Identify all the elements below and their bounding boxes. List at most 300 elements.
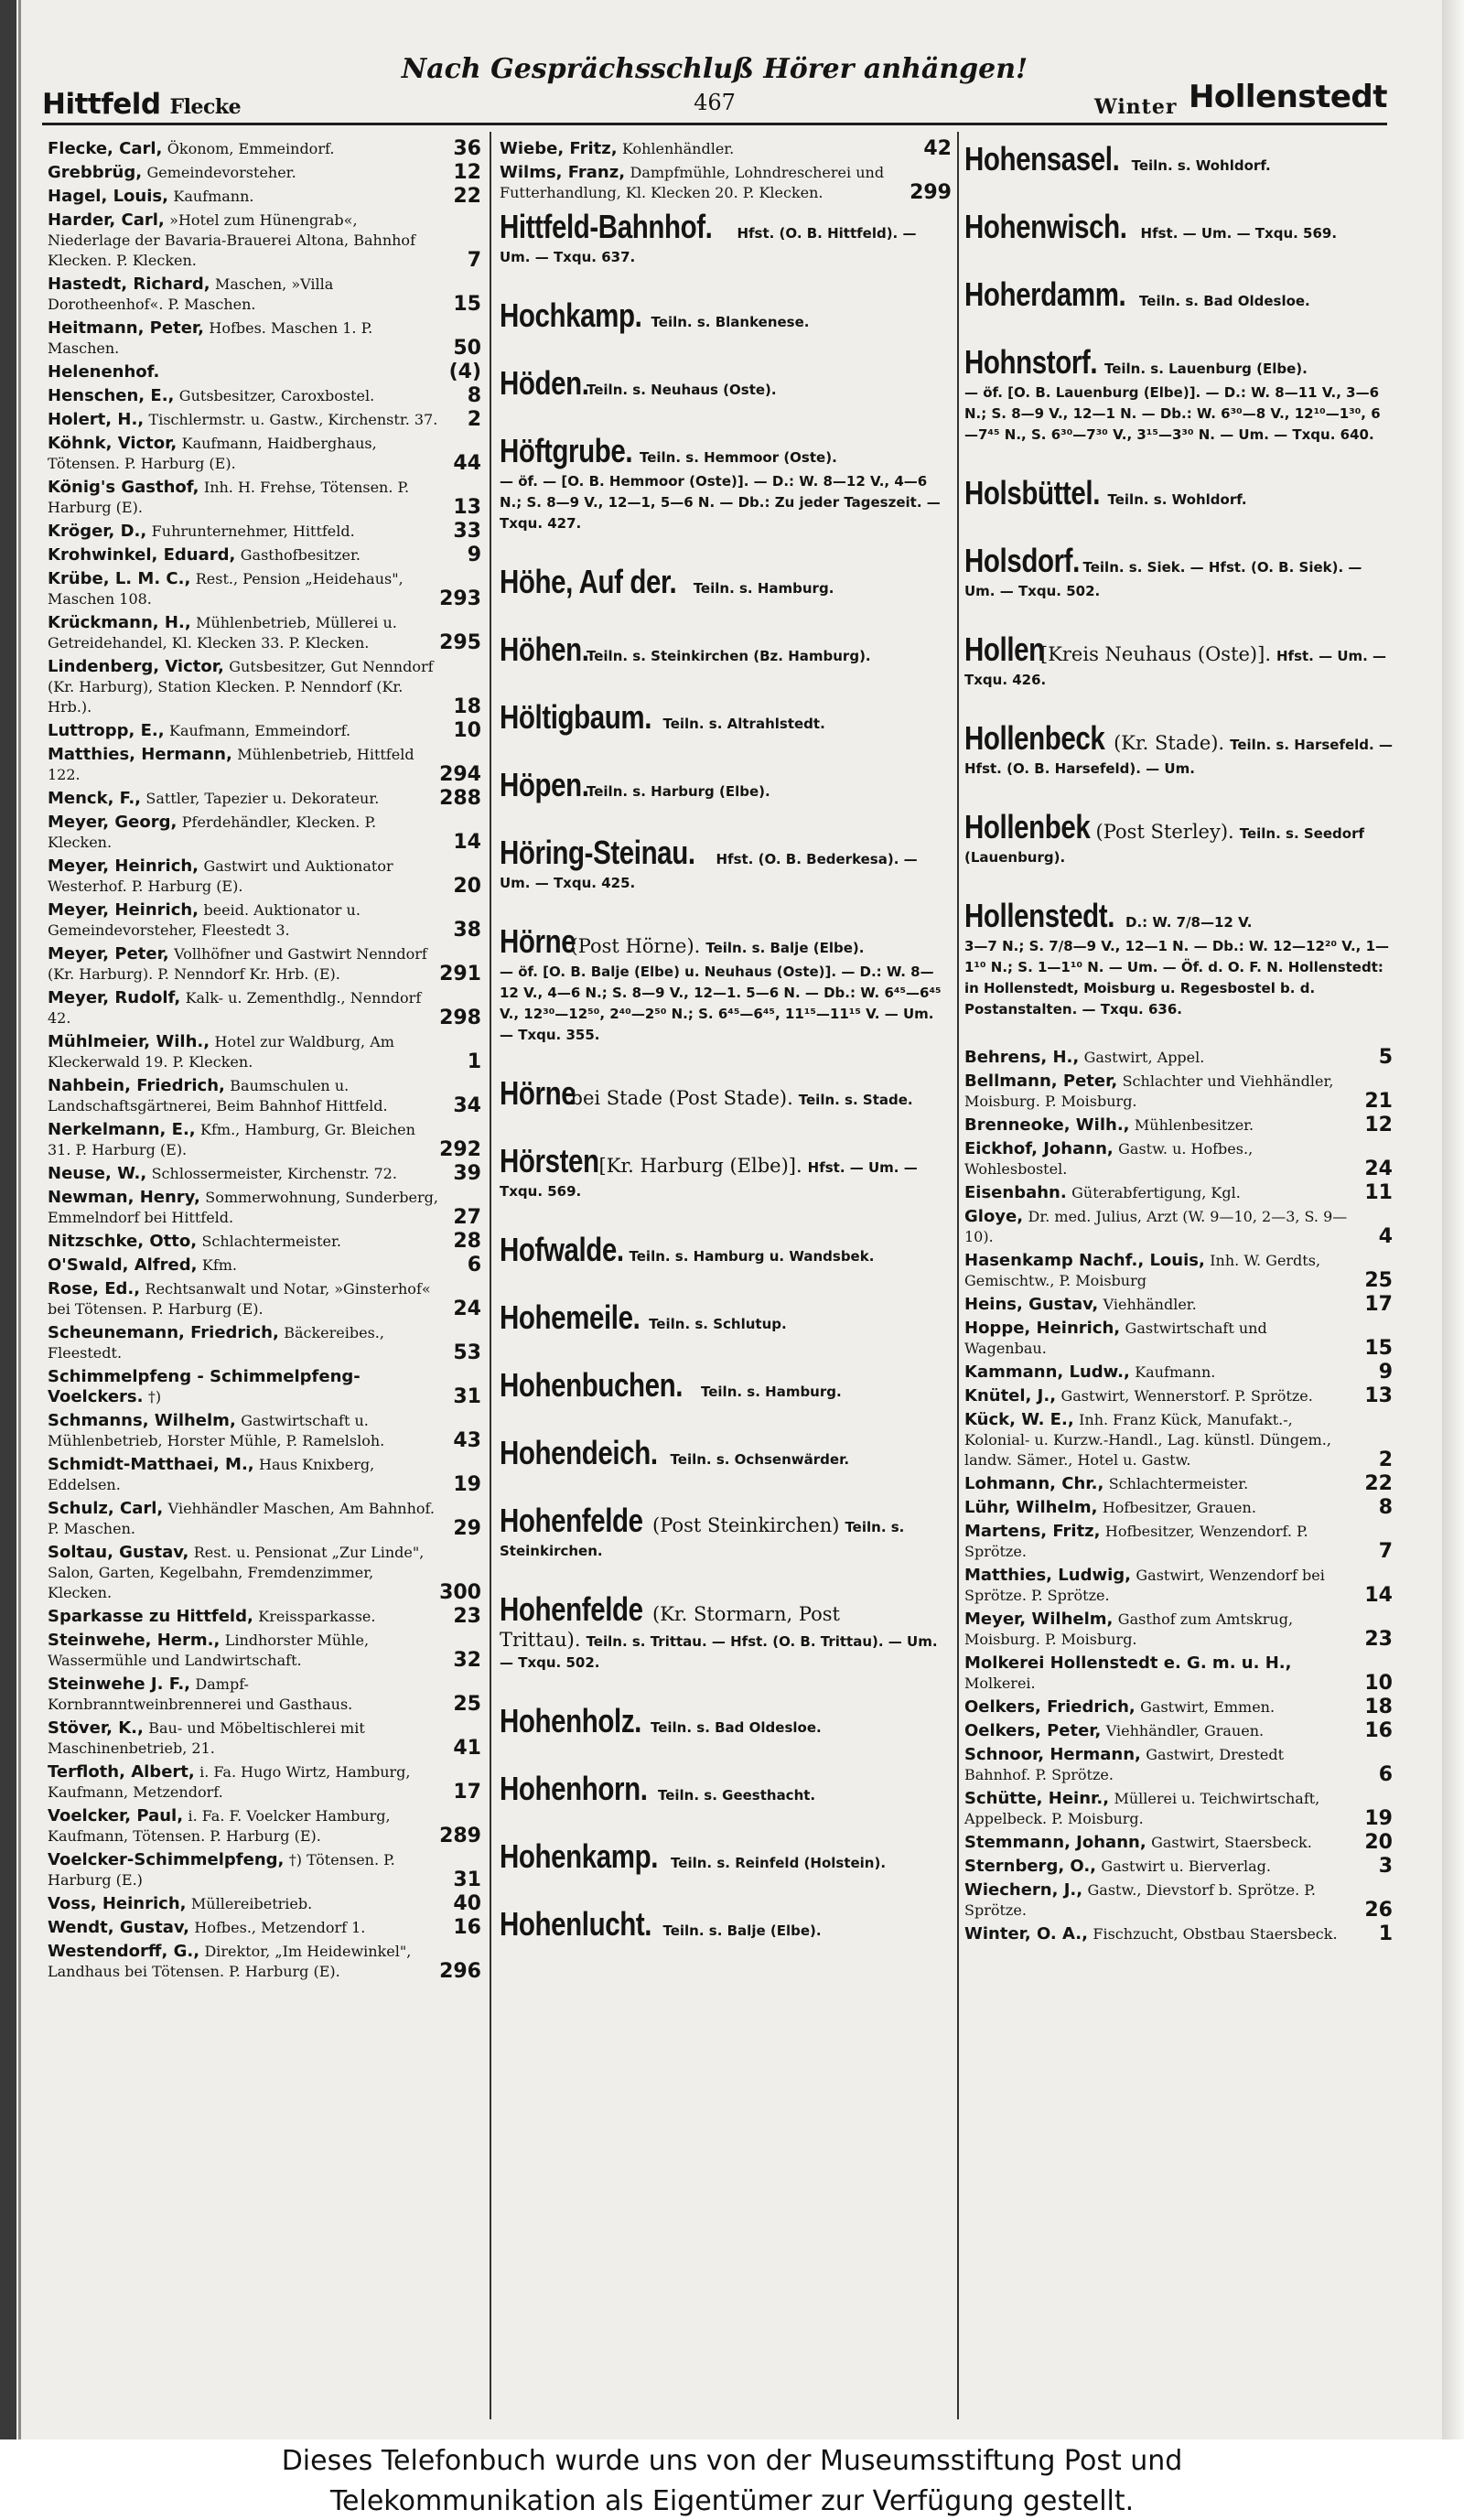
phone-number: 42 [923,137,952,160]
place-heading-block [964,807,1393,868]
subscriber-name: Helenenhof. [48,362,160,382]
subscriber-name: Schmanns, Wilhelm, [48,1411,236,1430]
subscriber-name: Sternberg, O., [964,1857,1097,1876]
subscriber-entry [48,1631,481,1671]
subscriber-detail: Kohlenhändler. [621,140,735,157]
place-name: Hohensasel. [964,140,1120,178]
place-heading-block [500,1073,952,1114]
place-info: Teiln. s. Blankenese. [651,314,810,330]
subscriber-detail: Kreissparkasse. [258,1608,376,1625]
phone-number: 10 [1364,1672,1393,1695]
subscriber-detail: Inh. Franz Kück, Manufakt.-, Kolonial- u. Kurzw.-Handl., Lag. künstl. Düngem., landw. Sämer., Hotel u. Gastw. [964,1411,1331,1469]
place-info: Teiln. s. Balje (Elbe). [705,940,865,956]
place-heading-block [500,1701,952,1741]
phone-number: 24 [1364,1158,1393,1180]
subscriber-detail: Sommerwohnung, Sunderberg, Emmelndorf bei Hittfeld. [48,1189,438,1226]
place-info: Teiln. s. Bad Oldesloe. [1139,293,1310,309]
place-name: Hohemeile. [500,1298,640,1336]
place-heading-block [964,207,1393,247]
subscriber-name: Behrens, H., [964,1048,1080,1067]
place-name: Hörsten [500,1142,599,1179]
subscriber-detail: Schlossermeister, Kirchenstr. 72. [151,1165,397,1182]
subscriber-entry [48,856,481,897]
place-heading-block [964,896,1393,1020]
place-info: Teiln. s. Trittau. — Hfst. (O. B. Trittau). — Um. — Txqu. 502. [500,1633,938,1671]
subscriber-entry [48,657,481,717]
subscriber-entry [964,1745,1393,1785]
phone-number: 14 [453,831,481,854]
subscriber-detail: Schlachtermeister. [1108,1475,1249,1492]
subscriber-entry [48,1850,481,1890]
phone-number: 44 [453,452,481,475]
place-note: (Kr. Stormarn, Post Trittau). [500,1603,840,1651]
place-info: Teiln. s. Bad Oldesloe. [650,1719,822,1736]
place-name: Holsbüttel. [964,474,1101,512]
footer-notice [0,2439,1464,2520]
subscriber-name: Meyer, Rudolf, [48,988,181,1007]
header-left-sub: Flecke [169,95,242,119]
subscriber-entry [964,1410,1393,1470]
subscriber-name: Voss, Heinrich, [48,1894,187,1913]
subscriber-name: Knütel, J., [964,1386,1057,1405]
subscriber-name: Schimmelpfeng - Schimmelpfeng-Voelckers. [48,1367,361,1406]
subscriber-detail: Mühlenbesitzer. [1134,1116,1254,1134]
subscriber-detail: Bau- und Möbeltischlerei mit Maschinenbetrieb, 21. [48,1719,365,1757]
place-note: (Post Sterley). [1095,821,1234,843]
subscriber-entry [964,1115,1393,1136]
place-name: Hollen [964,630,1045,668]
place-heading-block [500,1769,952,1809]
place-heading-block [500,1365,952,1405]
phone-number: 14 [1364,1584,1393,1607]
phone-number: 53 [453,1341,481,1364]
subscriber-entry [48,1279,481,1319]
place-note: [Kreis Neuhaus (Oste)]. [1040,643,1271,665]
subscriber-name: Rose, Ed., [48,1279,141,1298]
subscriber-name: Oelkers, Peter, [964,1721,1102,1740]
place-heading-block [500,1230,952,1270]
subscriber-detail: Gastwirt und Auktionator Westerhof. P. Harburg (E). [48,857,393,895]
phone-number: 40 [453,1892,481,1915]
subscriber-entry [48,745,481,785]
phone-number: 17 [453,1781,481,1804]
phone-number: 20 [1364,1831,1393,1854]
subscriber-entry [48,139,481,159]
subscriber-detail: Gutsbesitzer, Caroxbostel. [178,387,375,404]
place-heading-block [500,765,952,805]
subscriber-entry [48,1164,481,1184]
subscriber-entry [964,1072,1393,1112]
place-heading-block [964,473,1393,513]
phone-number: 43 [453,1429,481,1452]
subscriber-detail: Dr. med. Julius, Arzt (W. 9—10, 2—3, S. 9—10). [964,1208,1348,1245]
place-name: Hohendeich. [500,1434,658,1471]
place-note: (Post Hörne). [570,935,701,957]
place-heading-block [500,1433,952,1473]
subscriber-entry [48,569,481,609]
place-info: Teiln. s. Seedorf (Lauenburg). [964,825,1364,866]
place-info: Teiln. s. Hamburg u. Wandsbek. [629,1248,875,1265]
subscriber-detail: Gastwirtschaft und Wagenbau. [964,1319,1267,1357]
subscriber-detail: Gastwirtschaft u. Mühlenbetrieb, Horster Mühle, P. Ramelsloh. [48,1412,385,1449]
subscriber-name: Flecke, Carl, [48,139,163,158]
subscriber-entry [48,434,481,474]
subscriber-name: Meyer, Wilhelm, [964,1610,1114,1629]
subscriber-detail: Hotel zur Waldburg, Am Kleckerwald 19. P. Klecken. [48,1033,394,1071]
subscriber-entry [48,789,481,809]
subscriber-detail: »Hotel zum Hünengrab«, Niederlage der Bavaria-Brauerei Altona, Bahnhof Klecken. P. Klecken. [48,211,415,269]
place-name: Hochkamp. [500,296,642,334]
scan-right-edge [1442,0,1464,2439]
phone-number: 7 [1378,1540,1393,1563]
place-service-details: — öf. [O. B. Lauenburg (Elbe)]. — D.: W. 8—11 V., 3—6 N.; S. 8—9 V., 12—1 N. — Db.: W. 6³⁰—8 V., 12¹⁰—1³⁰, 6—7⁴⁵ N., S. 6³⁰—7³⁰ V., 3¹⁵—3³⁰ N. — Um. — Txqu. 640. [964,384,1381,443]
place-info: Hfst. — Um. — Txqu. 426. [964,648,1387,688]
place-name: Höltigbaum. [500,698,652,736]
subscriber-entry [48,1607,481,1627]
place-heading-block [964,718,1393,780]
subscriber-detail: Inh. W. Gerdts, Gemischtw., P. Moisburg [964,1252,1321,1289]
place-info: Teiln. s. Schlutup. [649,1316,787,1332]
subscriber-entry [964,1522,1393,1562]
place-name: Hohnstorf. [964,343,1098,381]
subscriber-name: Henschen, E., [48,386,175,405]
place-info: Hfst. (O. B. Hittfeld). — Um. — Txqu. 637. [500,225,917,265]
subscriber-entry [48,988,481,1028]
subscriber-entry [964,1924,1393,1944]
subscriber-entry [964,1697,1393,1718]
place-info: Teiln. s. Stade. [798,1092,913,1108]
phone-number: 25 [453,1693,481,1716]
subscriber-name: Schulz, Carl, [48,1499,164,1518]
subscriber-detail: Mühlenbetrieb, Hittfeld 122. [48,746,414,783]
phone-number: 15 [1364,1337,1393,1360]
subscriber-name: Stemmann, Johann, [964,1833,1146,1852]
subscriber-entry [48,1411,481,1451]
subscriber-entry [48,478,481,518]
subscriber-entry [48,1718,481,1759]
place-name: Holsdorf. [964,542,1080,579]
subscriber-entry [964,1207,1393,1247]
phone-number: 34 [453,1094,481,1117]
subscriber-entry [48,163,481,183]
subscriber-detail: Kfm. [201,1256,237,1274]
phone-number: 9 [467,544,481,566]
subscriber-entry [48,1120,481,1160]
subscriber-detail: Maschen, »Villa Dorotheenhof«. P. Maschen. [48,275,334,313]
subscriber-name: Bellmann, Peter, [964,1072,1118,1091]
phone-number: 1 [467,1050,481,1073]
place-heading-block [964,342,1393,446]
phone-number: 28 [453,1230,481,1253]
phone-number: 8 [1378,1496,1393,1519]
subscriber-name: Holert, H., [48,410,145,429]
place-info: Hfst. — Um. — Txqu. 569. [1140,225,1338,242]
subscriber-entry [48,1806,481,1847]
phone-number: 7 [467,249,481,272]
place-name: Hohenwisch. [964,208,1127,245]
phone-number: 26 [1364,1899,1393,1922]
subscriber-detail: †) Tötensen. P. Harburg (E.) [48,1851,395,1889]
subscriber-entry [500,139,952,159]
subscriber-entry [48,613,481,653]
subscriber-entry [48,386,481,406]
place-name: Hohenholz. [500,1702,641,1739]
subscriber-detail: Pferdehändler, Klecken. P. Klecken. [48,813,377,851]
page-number: 467 [694,90,736,115]
subscriber-detail: Lindhorster Mühle, Wassermühle und Landwirtschaft. [48,1632,370,1669]
subscriber-entry [964,1610,1393,1650]
subscriber-detail: Inh. H. Frehse, Tötensen. P. Harburg (E). [48,479,410,516]
subscriber-entry [48,362,481,382]
subscriber-entry [48,813,481,853]
subscriber-name: Wiechern, J., [964,1880,1083,1900]
subscriber-entry [48,187,481,207]
place-name: Hörne [500,922,576,960]
place-info: Teiln. s. Wohldorf. [1131,157,1271,174]
subscriber-name: Mühlmeier, Wilh., [48,1032,210,1051]
phone-number: 15 [453,293,481,316]
subscriber-entry [48,318,481,359]
subscriber-name: Lindenberg, Victor, [48,657,224,676]
subscriber-detail: Gasthofbesitzer. [240,546,361,564]
subscriber-name: Hastedt, Richard, [48,275,210,294]
subscriber-entry [48,1323,481,1363]
subscriber-entry [48,1255,481,1276]
subscriber-detail: Bäckereibes., Fleestedt. [48,1324,384,1362]
phone-number: 11 [1364,1181,1393,1204]
subscriber-name: Harder, Carl, [48,210,165,230]
place-name: Hollenbeck [964,719,1105,757]
place-heading-block [500,1141,952,1202]
subscriber-detail: Hofbes., Metzendorf 1. [194,1919,366,1936]
place-name: Hohenbuchen. [500,1366,684,1404]
subscriber-name: Köhnk, Victor, [48,434,178,453]
subscriber-name: Martens, Fritz, [964,1522,1101,1541]
subscriber-detail: Dampf-Kornbranntweinbrennerei und Gasthaus. [48,1675,353,1713]
place-name: Hohenhorn. [500,1770,648,1807]
phone-number: 6 [467,1254,481,1276]
subscriber-entry [964,1833,1393,1853]
phone-number: 13 [453,496,481,519]
subscriber-detail: Baumschulen u. Landschaftsgärtnerei, Beim Bahnhof Hittfeld. [48,1077,388,1115]
place-name: Höden. [500,364,589,402]
phone-number: 20 [453,875,481,898]
subscriber-name: Newman, Henry, [48,1188,200,1207]
place-heading-block [500,431,952,534]
subscriber-detail: Rechtsanwalt und Notar, »Ginsterhof« bei Tötensen. P. Harburg (E). [48,1280,431,1318]
phone-number: 29 [453,1517,481,1540]
phone-number: 12 [1364,1114,1393,1136]
header-season: Winter [1094,95,1178,119]
subscriber-name: Kück, W. E., [964,1410,1074,1429]
subscriber-detail: Ökonom, Emmeindorf. [167,140,335,157]
subscriber-name: Eisenbahn. [964,1183,1067,1202]
phone-number: 293 [439,587,481,610]
phone-number: 19 [1364,1807,1393,1830]
phone-number: 300 [439,1581,481,1604]
place-name: Höhen. [500,630,589,668]
subscriber-entry [48,1894,481,1914]
place-info: Teiln. s. Reinfeld (Holstein). [671,1855,887,1871]
subscriber-name: Hoppe, Heinrich, [964,1319,1121,1338]
subscriber-name: Meyer, Peter, [48,944,169,964]
subscriber-detail: Dampfmühle, Lohndrescherei und Futterhandlung, Kl. Klecken 20. P. Klecken. [500,164,885,201]
place-name: Hohenkamp. [500,1837,659,1875]
place-heading-block [500,1589,952,1674]
subscriber-detail: Rest., Pension „Heidehaus", Maschen 108. [48,570,404,608]
subscriber-name: Kröger, D., [48,522,147,541]
subscriber-entry [48,1232,481,1252]
place-note: [Kr. Harburg (Elbe)]. [598,1155,802,1177]
place-heading-block [500,1298,952,1338]
subscriber-name: Kammann, Ludw., [964,1362,1130,1382]
place-heading-block [500,1501,952,1562]
subscriber-entry [964,1386,1393,1406]
place-heading-block [500,207,952,268]
subscriber-detail: Molkerei. [964,1675,1036,1692]
phone-number: 5 [1378,1046,1393,1069]
place-info: Hfst. — Um. — Txqu. 569. [500,1159,918,1200]
phone-number: 9 [1378,1361,1393,1384]
subscriber-entry [48,1367,481,1407]
subscriber-entry [964,1474,1393,1494]
subscriber-entry [964,1789,1393,1829]
subscriber-entry [964,1319,1393,1359]
place-heading-block [500,1836,952,1877]
subscriber-name: Schnoor, Hermann, [964,1745,1141,1764]
phone-number: 21 [1364,1090,1393,1113]
place-info: Teiln. s. Steinkirchen. [500,1519,905,1559]
subscriber-entry [964,1880,1393,1921]
phone-number: (4) [448,361,481,383]
subscriber-entry [48,1918,481,1938]
footer-line-1: Dieses Telefonbuch wurde uns von der Museumsstiftung Post und [281,2445,1183,2477]
phone-number: 23 [453,1605,481,1628]
place-info: Teiln. s. Hamburg. [693,580,834,597]
phone-number: 25 [1364,1269,1393,1292]
place-heading-block [500,1904,952,1944]
subscriber-name: Hagel, Louis, [48,187,168,206]
subscriber-detail: Rest. u. Pensionat „Zur Linde", Salon, Garten, Kegelbahn, Fremdenzimmer, Klecken. [48,1544,425,1601]
subscriber-name: Nahbein, Friedrich, [48,1076,225,1095]
subscriber-entry [48,1076,481,1116]
subscriber-detail: Sattler, Tapezier u. Dekorateur. [145,790,380,807]
place-name: Hohenfelde [500,1590,643,1628]
place-note: bei Stade (Post Stade). [570,1087,793,1109]
place-info: Teiln. s. Lauenburg (Elbe). [1103,361,1308,377]
subscriber-name: Eickhof, Johann, [964,1139,1114,1158]
subscriber-detail: Gasthof zum Amtskrug, Moisburg. P. Moisburg. [964,1610,1294,1648]
phone-number: 4 [1378,1225,1393,1248]
subscriber-entry [964,1048,1393,1068]
phone-number: 22 [453,185,481,208]
place-info: Teiln. s. Ochsenwärder. [670,1451,850,1468]
subscriber-name: Sparkasse zu Hittfeld, [48,1607,253,1626]
subscriber-name: Voelcker, Paul, [48,1806,184,1825]
place-heading-block [500,363,952,404]
place-heading-block [500,630,952,670]
subscriber-name: Lühr, Wilhelm, [964,1498,1098,1517]
place-info: Teiln. s. Hamburg. [701,1384,842,1400]
subscriber-detail: Gastwirt, Staersbeck. [1151,1834,1312,1851]
place-name: Höhe, Auf der. [500,563,677,600]
phone-number: 2 [467,408,481,431]
subscriber-name: Oelkers, Friedrich, [964,1697,1136,1717]
subscriber-detail: Fuhrunternehmer, Hittfeld. [151,522,355,540]
phone-number: 16 [1364,1719,1393,1742]
place-heading-block [500,833,952,894]
subscriber-name: Wiebe, Fritz, [500,139,618,158]
phone-number: 16 [453,1916,481,1939]
subscriber-detail: Gastw. u. Hofbes., Wohlesbostel. [964,1140,1254,1178]
subscriber-name: Menck, F., [48,789,142,808]
subscriber-entry [964,1721,1393,1741]
column-divider [490,132,491,2419]
subscriber-detail: Vollhöfner und Gastwirt Nenndorf (Kr. Harburg). P. Nenndorf Kr. Hrb. (E). [48,945,427,983]
phone-number: 12 [453,161,481,184]
phone-number: 39 [453,1162,481,1185]
header-left-place-name: Hittfeld [42,88,161,121]
place-info: Teiln. s. Geesthacht. [657,1787,816,1804]
phone-number: 19 [453,1473,481,1496]
subscriber-name: Luttropp, E., [48,721,165,740]
subscriber-entry [964,1183,1393,1203]
subscriber-entry [964,1857,1393,1877]
phone-number: 298 [439,1007,481,1029]
phone-number: 1 [1378,1922,1393,1945]
subscriber-name: Voelcker-Schimmelpfeng, [48,1850,285,1869]
header-right-place: Hollenstedt [1188,79,1387,115]
subscriber-name: König's Gasthof, [48,478,199,497]
phone-number: 24 [453,1298,481,1320]
subscriber-detail: Schlachter und Viehhändler, Moisburg. P. Moisburg. [964,1072,1334,1110]
place-info: Hfst. (O. B. Bederkesa). — Um. — Txqu. 425. [500,851,918,891]
place-name: Hohenfelde [500,1502,643,1539]
place-info: Teiln. s. Hemmoor (Oste). [639,449,837,466]
subscriber-detail: Gutsbesitzer, Gut Nenndorf (Kr. Harburg), Station Klecken. P. Nenndorf (Kr. Hrb.). [48,658,434,716]
place-name: Hörne [500,1074,576,1112]
subscriber-detail: Kaufmann, Haidberghaus, Tötensen. P. Harburg (E). [48,435,377,472]
place-name: Hofwalde. [500,1231,624,1268]
subscriber-detail: Gastwirt, Drestedt Bahnhof. P. Sprötze. [964,1746,1285,1783]
subscriber-name: Grebbrüg, [48,163,143,182]
place-heading-block [964,630,1393,691]
place-name: Hohenlucht. [500,1905,652,1943]
subscriber-name: Steinwehe J. F., [48,1675,191,1694]
subscriber-entry [964,1139,1393,1179]
subscriber-detail: Kaufmann, Emmeindorf. [169,722,351,739]
subscriber-detail: †) [147,1388,162,1405]
scan-left-rule [18,0,21,2439]
subscriber-name: Wendt, Gustav, [48,1918,189,1937]
phone-number: 299 [910,181,952,204]
phone-number: 296 [439,1960,481,1983]
phone-number: 289 [439,1825,481,1847]
subscriber-detail: Viehhändler. [1103,1296,1197,1313]
place-name: Höftgrube. [500,432,633,469]
place-heading-block [964,275,1393,315]
phone-number: 288 [439,787,481,810]
phone-number: 17 [1364,1293,1393,1316]
subscriber-name: Terfloth, Albert, [48,1762,195,1782]
scan-left-edge [0,0,16,2439]
place-service-details: — öf. — [O. B. Hemmoor (Oste)]. — D.: W. 8—12 V., 4—6 N.; S. 8—9 V., 12—1, 5—6 N. — Db.: Zu jeder Tageszeit. — Txqu. 427. [500,473,941,532]
phone-number: 18 [453,695,481,718]
phone-number: 295 [439,631,481,654]
subscriber-entry [964,1498,1393,1518]
subscriber-name: Scheunemann, Friedrich, [48,1323,279,1342]
subscriber-detail: Gemeindevorsteher. [146,164,296,181]
